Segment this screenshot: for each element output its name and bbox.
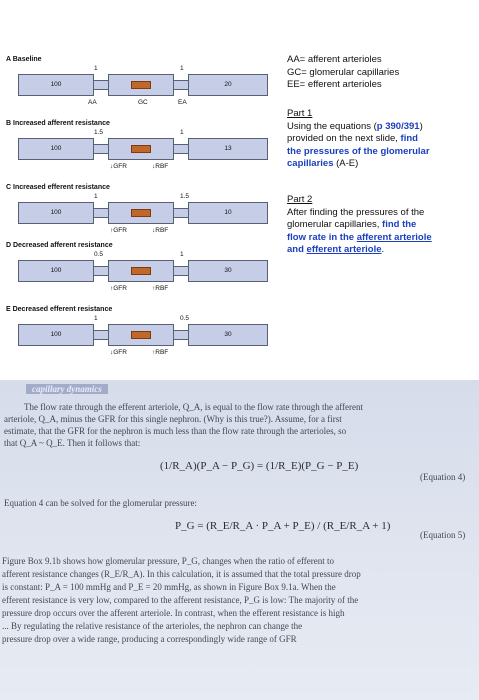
- efferent-pressure-value: 30: [224, 267, 232, 274]
- panel-d: [0, 240, 285, 300]
- equation-5: P_G = (R_E/R_A · P_A + P_E) / (R_E/R_A + 1): [175, 520, 391, 532]
- efferent-arteriole: [174, 266, 188, 276]
- photo-line-6: Figure Box 9.1b shows how glomerular pressure, P_G, changes when the ratio of efferent to: [2, 556, 335, 566]
- afferent-pressure-value: 100: [50, 145, 62, 152]
- afferent-pressure-value: 100: [50, 81, 62, 88]
- sublabel: ↑RBF: [152, 349, 169, 356]
- photo-header: capillary dynamics: [26, 384, 108, 394]
- legend-block: [287, 54, 477, 92]
- glomerulus: [131, 209, 151, 217]
- glomerular-capillary-segment: [108, 202, 174, 224]
- sublabel: ↑RBF: [152, 285, 169, 292]
- sublabel: AA: [88, 99, 97, 106]
- afferent-resistance-value: 0.5: [94, 251, 104, 258]
- part2-heading: Part 2: [287, 194, 313, 205]
- glomerulus: [131, 145, 151, 153]
- efferent-resistance-value: 0.5: [180, 315, 190, 322]
- part2-line4: and efferent arteriole.: [287, 244, 385, 255]
- part1-block: [287, 108, 477, 171]
- part1-line2: provided on the next slide, find: [287, 133, 418, 144]
- panel-b: [0, 118, 285, 178]
- sublabel: ↓RBF: [152, 163, 169, 170]
- panel-title: C Increased efferent resistance: [6, 184, 110, 191]
- efferent-pressure-value: 20: [224, 81, 232, 88]
- equation-4: (1/R_A)(P_A − P_G) = (1/R_E)(P_G − P_E): [160, 460, 359, 472]
- afferent-resistance-value: 1: [94, 193, 98, 200]
- page-ref: p 390/391: [376, 120, 420, 132]
- afferent-arteriole: [94, 144, 108, 154]
- efferent-resistance-value: 1: [180, 129, 184, 136]
- efferent-side-vessel: [188, 202, 268, 224]
- afferent-arteriole: [94, 330, 108, 340]
- afferent-resistance-value: 1: [94, 315, 98, 322]
- photo-line-5: Equation 4 can be solved for the glomerular pressure:: [4, 498, 197, 508]
- sublabel: EA: [178, 99, 187, 106]
- afferent-arteriole: [94, 266, 108, 276]
- equation-5-label: (Equation 5): [420, 530, 466, 540]
- efferent-arteriole: [174, 208, 188, 218]
- glomerulus: [131, 81, 151, 89]
- sublabel: ↓RBF: [152, 227, 169, 234]
- efferent-arteriole: [174, 80, 188, 90]
- photo-line-3: estimate, that the GFR for the nephron is much less than the flow rate through the arterioles, so: [4, 426, 347, 436]
- afferent-resistance-value: 1: [94, 65, 98, 72]
- part1-line4: capillaries (A-E): [287, 158, 359, 169]
- legend-gc: GC= glomerular capillaries: [287, 66, 400, 78]
- efferent-pressure-value: 13: [224, 145, 232, 152]
- part1-line1: Using the equations (p 390/391): [287, 120, 423, 132]
- afferent-side-vessel: [18, 74, 94, 96]
- panel-c: [0, 182, 285, 242]
- photo-line-7: afferent resistance changes (R_E/R_A). In this calculation, it is assumed that the total pressure drop: [2, 569, 361, 579]
- afferent-side-vessel: [18, 202, 94, 224]
- sublabel: ↑GFR: [110, 285, 127, 292]
- efferent-arteriole: [174, 330, 188, 340]
- afferent-side-vessel: [18, 260, 94, 282]
- equation-4-label: (Equation 4): [420, 472, 466, 482]
- afferent-arteriole: [94, 208, 108, 218]
- sublabel: GC: [138, 99, 148, 106]
- part1-heading: Part 1: [287, 108, 313, 119]
- photo-line-9: efferent resistance is very low, compared to the afferent resistance, P_G is low: The majority of the: [2, 595, 359, 605]
- afferent-pressure-value: 100: [50, 267, 62, 274]
- efferent-side-vessel: [188, 260, 268, 282]
- panel-title: E Decreased efferent resistance: [6, 306, 113, 313]
- photo-line-4: that Q_A ~ Q_E. Then it follows that:: [4, 438, 141, 448]
- glomerular-capillary-segment: [108, 138, 174, 160]
- afferent-resistance-value: 1.5: [94, 129, 104, 136]
- panel-a: [0, 54, 285, 114]
- efferent-resistance-value: 1: [180, 65, 184, 72]
- photo-line-10: pressure drop occurs over the afferent arteriole. In contrast, when the efferent resistance is high: [2, 608, 345, 618]
- part2-line3: flow rate in the afferent arteriole: [287, 231, 432, 243]
- photo-line-8: is constant: P_A = 100 mmHg and P_E = 20 mmHg, as shown in Figure Box 9.1a. When the: [2, 582, 336, 592]
- sublabel: ↑GFR: [110, 227, 127, 234]
- part2-line1: After finding the pressures of the: [287, 206, 425, 218]
- efferent-pressure-value: 30: [224, 331, 232, 338]
- glomerular-capillary-segment: [108, 74, 174, 96]
- afferent-pressure-value: 100: [50, 331, 62, 338]
- efferent-resistance-value: 1: [180, 251, 184, 258]
- glomerulus: [131, 267, 151, 275]
- glomerular-capillary-segment: [108, 260, 174, 282]
- glomerular-capillary-segment: [108, 324, 174, 346]
- photo-line-1: The flow rate through the efferent arteriole, Q_A, is equal to the flow rate through the afferent: [24, 402, 364, 412]
- afferent-side-vessel: [18, 138, 94, 160]
- photo-line-12: pressure drop over a wide range, producing a correspondingly wide range of GFR: [2, 634, 297, 644]
- efferent-side-vessel: [188, 138, 268, 160]
- efferent-resistance-value: 1.5: [180, 193, 190, 200]
- afferent-side-vessel: [18, 324, 94, 346]
- efferent-side-vessel: [188, 324, 268, 346]
- sublabel: ↓GFR: [110, 349, 127, 356]
- part1-line3: the pressures of the glomerular: [287, 145, 430, 157]
- legend-ee: EE= efferent arterioles: [287, 79, 382, 90]
- panel-title: D Decreased afferent resistance: [6, 242, 113, 249]
- sublabel: ↓GFR: [110, 163, 127, 170]
- panel-e: [0, 304, 285, 364]
- efferent-arteriole: [174, 144, 188, 154]
- part2-line2: glomerular capillaries, find the: [287, 219, 417, 230]
- efferent-pressure-value: 10: [224, 209, 232, 216]
- afferent-arteriole: [94, 80, 108, 90]
- panel-title: B Increased afferent resistance: [6, 120, 110, 127]
- glomerulus: [131, 331, 151, 339]
- textbook-photo: [0, 380, 479, 700]
- photo-line-2: arteriole, Q_A, minus the GFR for this single nephron. (Why is this true?). Assume, for a first: [4, 414, 342, 424]
- panel-title: A Baseline: [6, 56, 42, 63]
- part2-block: [287, 194, 477, 257]
- photo-line-11: ... By regulating the relative resistance of the arterioles, the nephron can change the: [2, 621, 303, 631]
- legend-aa: AA= afferent arterioles: [287, 54, 382, 65]
- afferent-pressure-value: 100: [50, 209, 62, 216]
- efferent-side-vessel: [188, 74, 268, 96]
